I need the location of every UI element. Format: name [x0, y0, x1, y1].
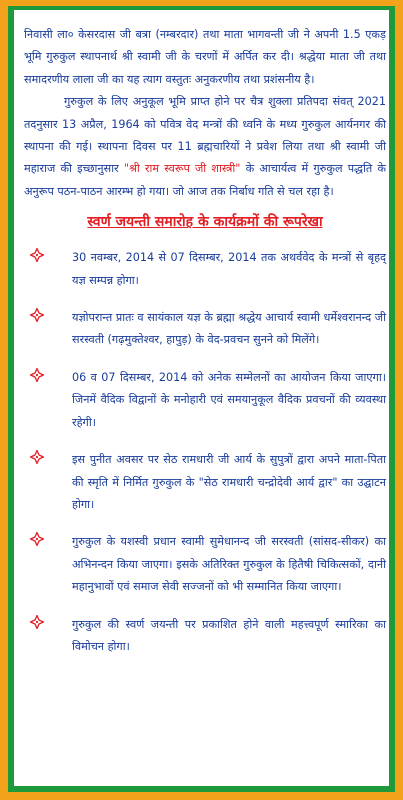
intro-paragraph-1: निवासी ला० केसरदास जी बत्रा (नम्बरदार) तथा माता भागवन्ती जी ने अपनी 1.5 एकड़ भूमि गुरुकुल स्थापनार्थ श्री स्वामी जी के चरणों में अर्पित कर दी। श्रद्धेया माता जी तथा समादरणीय लाला जी का यह त्याग वस्तुतः अनुकरणीय तथा प्रशंसनीय है।	[24, 28, 386, 86]
intro-paragraph-2-end: के आचार्यत्व में गुरुकुल पद्धति के अनुरूप पठन-पाठन आरम्भ हो गया। जो आज तक निर्बाध गति से चल रहा है।	[24, 162, 386, 198]
list-item-text: 06 व 07 दिसम्बर, 2014 को अनेक सम्मेलनों का आयोजन किया जाएगा। जिनमें वैदिक विद्वानों के मनोहारी एवं समयानुकूल वैदिक प्रवचनों की व्यवस्था रहेगी।	[72, 370, 386, 429]
diamond-bullet-icon	[30, 615, 44, 629]
list-item-text: गुरुकुल के यशस्वी प्रधान स्वामी सुमेधानन्द जी सरस्वती (सांसद-सीकर) का अभिनन्दन किया जाएगा। इसके अतिरिक्त गुरुकुल के हितैषी चिकित्सकों, दानी महानुभावों एवं समाज सेवी सज्जनों को भी सम्मानित किया जाएगा।	[72, 535, 386, 594]
list-item-text: इस पुनीत अवसर पर सेठ रामधारी जी आर्य के सुपुत्रों द्वारा अपने माता-पिता की स्मृति में निर्मित गुरुकुल के "सेठ रामधारी चन्द्रोदेवी आर्य द्वार" का उद्घाटन होगा।	[72, 453, 386, 511]
list-item-text: यज्ञोपरान्त प्रातः व सायंकाल यज्ञ के ब्रह्मा श्रद्धेय आचार्य स्वामी धर्मेश्वरानन्द जी सरस्वती (गढ़मुक्तेश्वर, हापुड़) के वेद-प्रवचन सुनने को मिलेंगे।	[72, 311, 386, 347]
diamond-bullet-icon	[30, 248, 44, 262]
acharya-name: "श्री राम स्वरूप जी शास्त्री"	[123, 162, 241, 176]
list-item	[24, 531, 386, 598]
intro-paragraph-2	[24, 91, 386, 203]
diamond-bullet-icon	[30, 532, 44, 546]
list-item	[24, 449, 386, 516]
diamond-bullet-icon	[30, 308, 44, 322]
intro-paragraph-2-start: गुरुकुल के लिए अनुकूल भूमि प्राप्त होने पर चैत्र शुक्ला प्रतिपदा संवत् 2021 तदनुसार 13 अप्रैल, 1964 को पवित्र वेद मन्त्रों की ध्वनि के मध्य गुरुकुल आर्यनगर की स्थापना की गई। स्थापना दिवस पर 11 ब्रह्मचारियों ने प्रवेश लिया तथा श्री स्वामी जी महाराज की इच्छानुसार	[24, 95, 386, 176]
diamond-bullet-icon	[30, 368, 44, 382]
list-item	[24, 367, 386, 434]
list-item	[24, 247, 386, 292]
diamond-bullet-icon	[30, 450, 44, 464]
page-body	[14, 10, 389, 786]
list-item-text: 30 नवम्बर, 2014 से 07 दिसम्बर, 2014 तक अथर्ववेद के मन्त्रों से बृहद् यज्ञ सम्पन्न होगा।	[72, 251, 386, 287]
list-item-text: गुरुकुल की स्वर्ण जयन्ती पर प्रकाशित होने वाली महत्त्वपूर्ण स्मारिका का विमोचन होगा।	[72, 617, 386, 653]
section-heading: स्वर्ण जयन्ती समारोह के कार्यक्रमों की रूपरेखा	[87, 214, 323, 231]
list-item	[24, 614, 386, 659]
list-item	[24, 307, 386, 352]
document-content	[24, 24, 386, 673]
